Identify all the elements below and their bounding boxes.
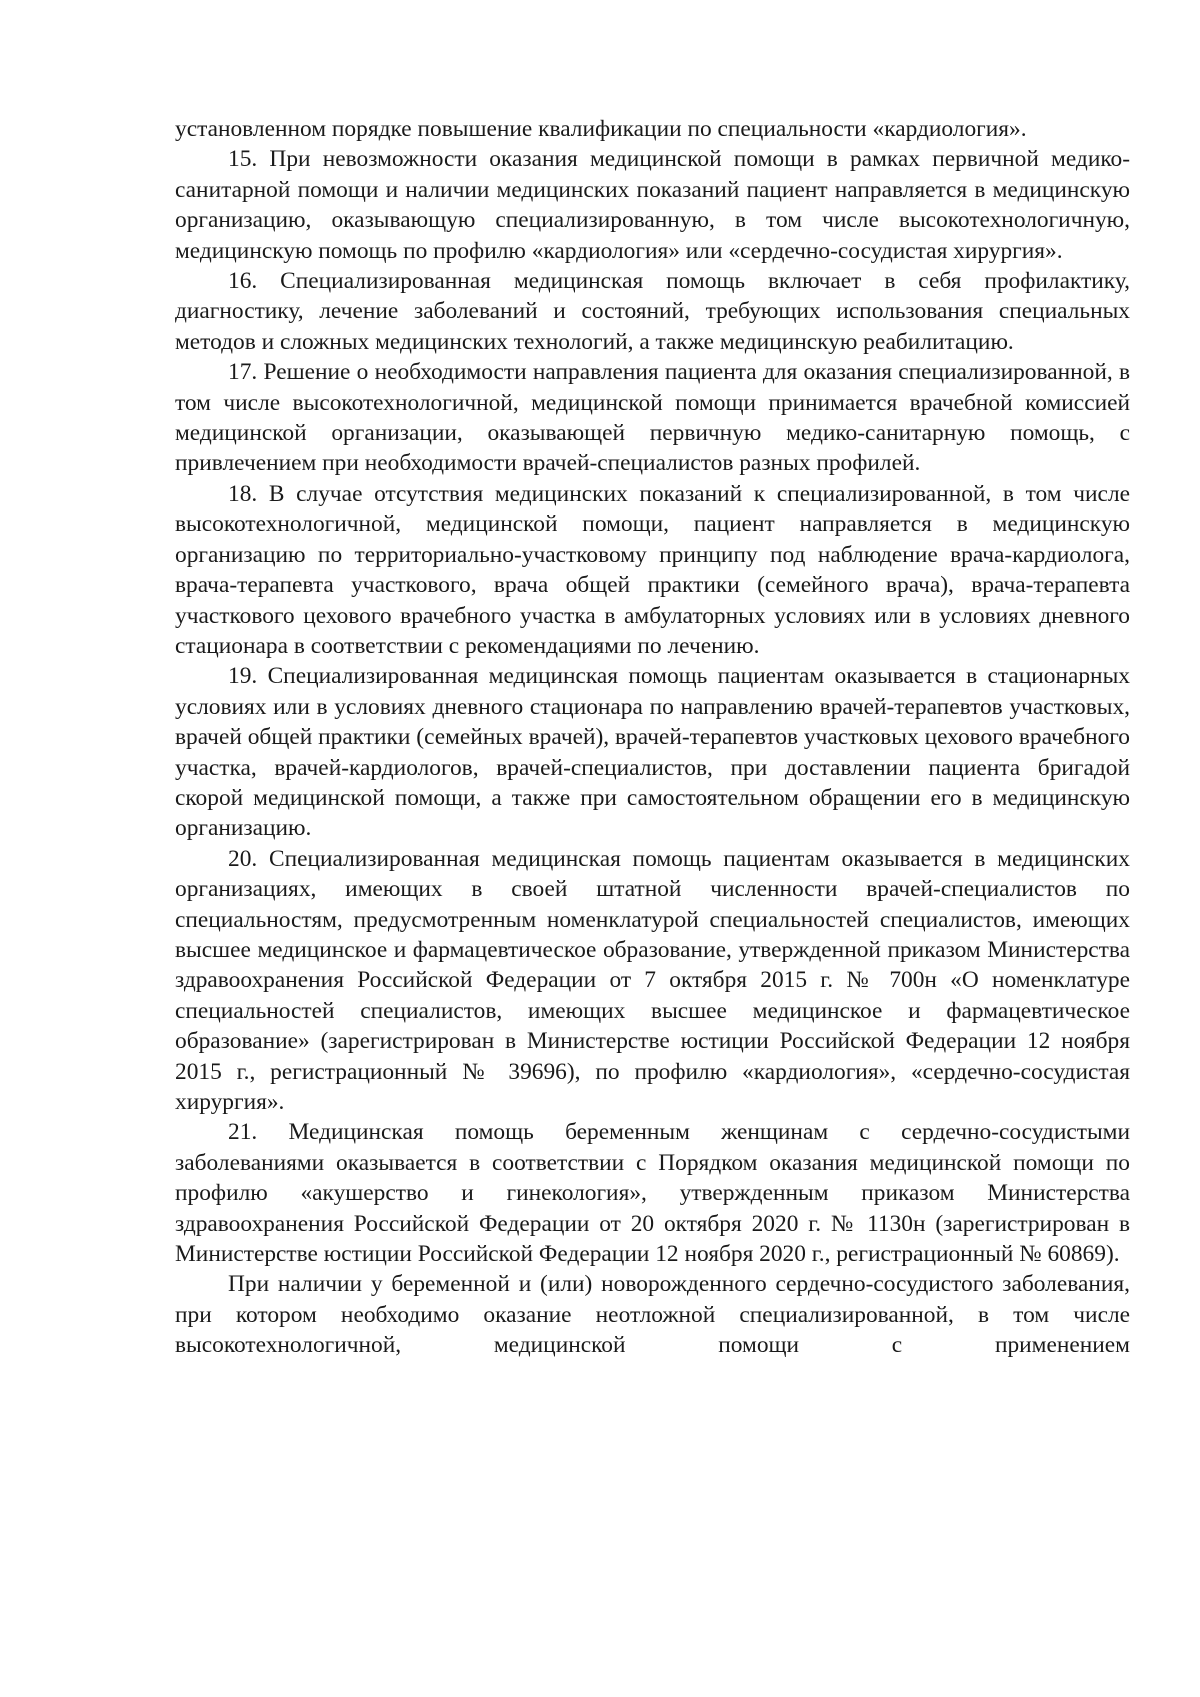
paragraph-18: 18. В случае отсутствия медицинских показаний к специализированной, в том числе высокотехнологичной, медицинской помощи, пациент направляется в медицинскую организацию по территориально-участковому принципу под наблюдение врача-кардиолога, врача-терапевта участкового, врача общей практики (семейного врача), врача-терапевта участкового цехового врачебного участка в амбулаторных условиях или в условиях дневного стационара в соответствии с рекомендациями по лечению. — [175, 480, 1130, 659]
paragraph-15: 15. При невозможности оказания медицинской помощи в рамках первичной медико-санитарной помощи и наличии медицинских показаний пациент направляется в медицинскую организацию, оказывающую специализированную, в том числе высокотехнологичную, медицинскую помощь по профилю «кардиология» или «сердечно-сосудистая хирургия». — [175, 146, 1130, 264]
paragraph-17: 17. Решение о необходимости направления пациента для оказания специализированной, в том числе высокотехнологичной, медицинской помощи принимается врачебной комиссией медицинской организации, оказывающей первичную медико-санитарную помощь, с привлечением при необходимости врачей-специалистов разных профилей. — [175, 359, 1130, 477]
paragraph-14-continuation: установленном порядке повышение квалификации по специальности «кардиология». — [175, 116, 1027, 142]
paragraph-19: 19. Специализированная медицинская помощь пациентам оказывается в стационарных условиях или в условиях дневного стационара по направлению врачей-терапевтов участковых, врачей общей практики (семейных врачей), врачей-терапевтов участковых цехового врачебного участка, врачей-кардиологов, врачей-специалистов, при доставлении пациента бригадой скорой медицинской помощи, а также при самостоятельном обращении его в медицинскую организацию. — [175, 663, 1130, 842]
paragraph-21-subparagraph: При наличии у беременной и (или) новорожденного сердечно-сосудистого заболевания, при котором необходимо оказание неотложной специализированной, в том числе высокотехнологичной, медицинской помощи с применением — [175, 1271, 1130, 1359]
paragraph-21: 21. Медицинская помощь беременным женщинам с сердечно-сосудистыми заболеваниями оказывается в соответствии с Порядком оказания медицинской помощи по профилю «акушерство и гинекология», утвержденным приказом Министерства здравоохранения Российской Федерации от 20 октября 2020 г. № 1130н (зарегистрирован в Министерстве юстиции Российской Федерации 12 ноября 2020 г., регистрационный № 60869). — [175, 1119, 1130, 1268]
paragraph-16: 16. Специализированная медицинская помощь включает в себя профилактику, диагностику, лечение заболеваний и состояний, требующих использования специальных методов и сложных медицинских технологий, а также медицинскую реабилитацию. — [175, 268, 1130, 355]
paragraph-20: 20. Специализированная медицинская помощь пациентам оказывается в медицинских организациях, имеющих в своей штатной численности врачей-специалистов по специальностям, предусмотренным номенклатурой специальностей специалистов, имеющих высшее медицинское и фармацевтическое образование, утвержденной приказом Министерства здравоохранения Российской Федерации от 7 октября 2015 г. № 700н «О номенклатуре специальностей специалистов, имеющих высшее медицинское и фармацевтическое образование» (зарегистрирован в Министерстве юстиции Российской Федерации 12 ноября 2015 г., регистрационный № 39696), по профилю «кардиология», «сердечно-сосудистая хирургия». — [175, 845, 1130, 1115]
document-body — [175, 114, 1130, 1361]
